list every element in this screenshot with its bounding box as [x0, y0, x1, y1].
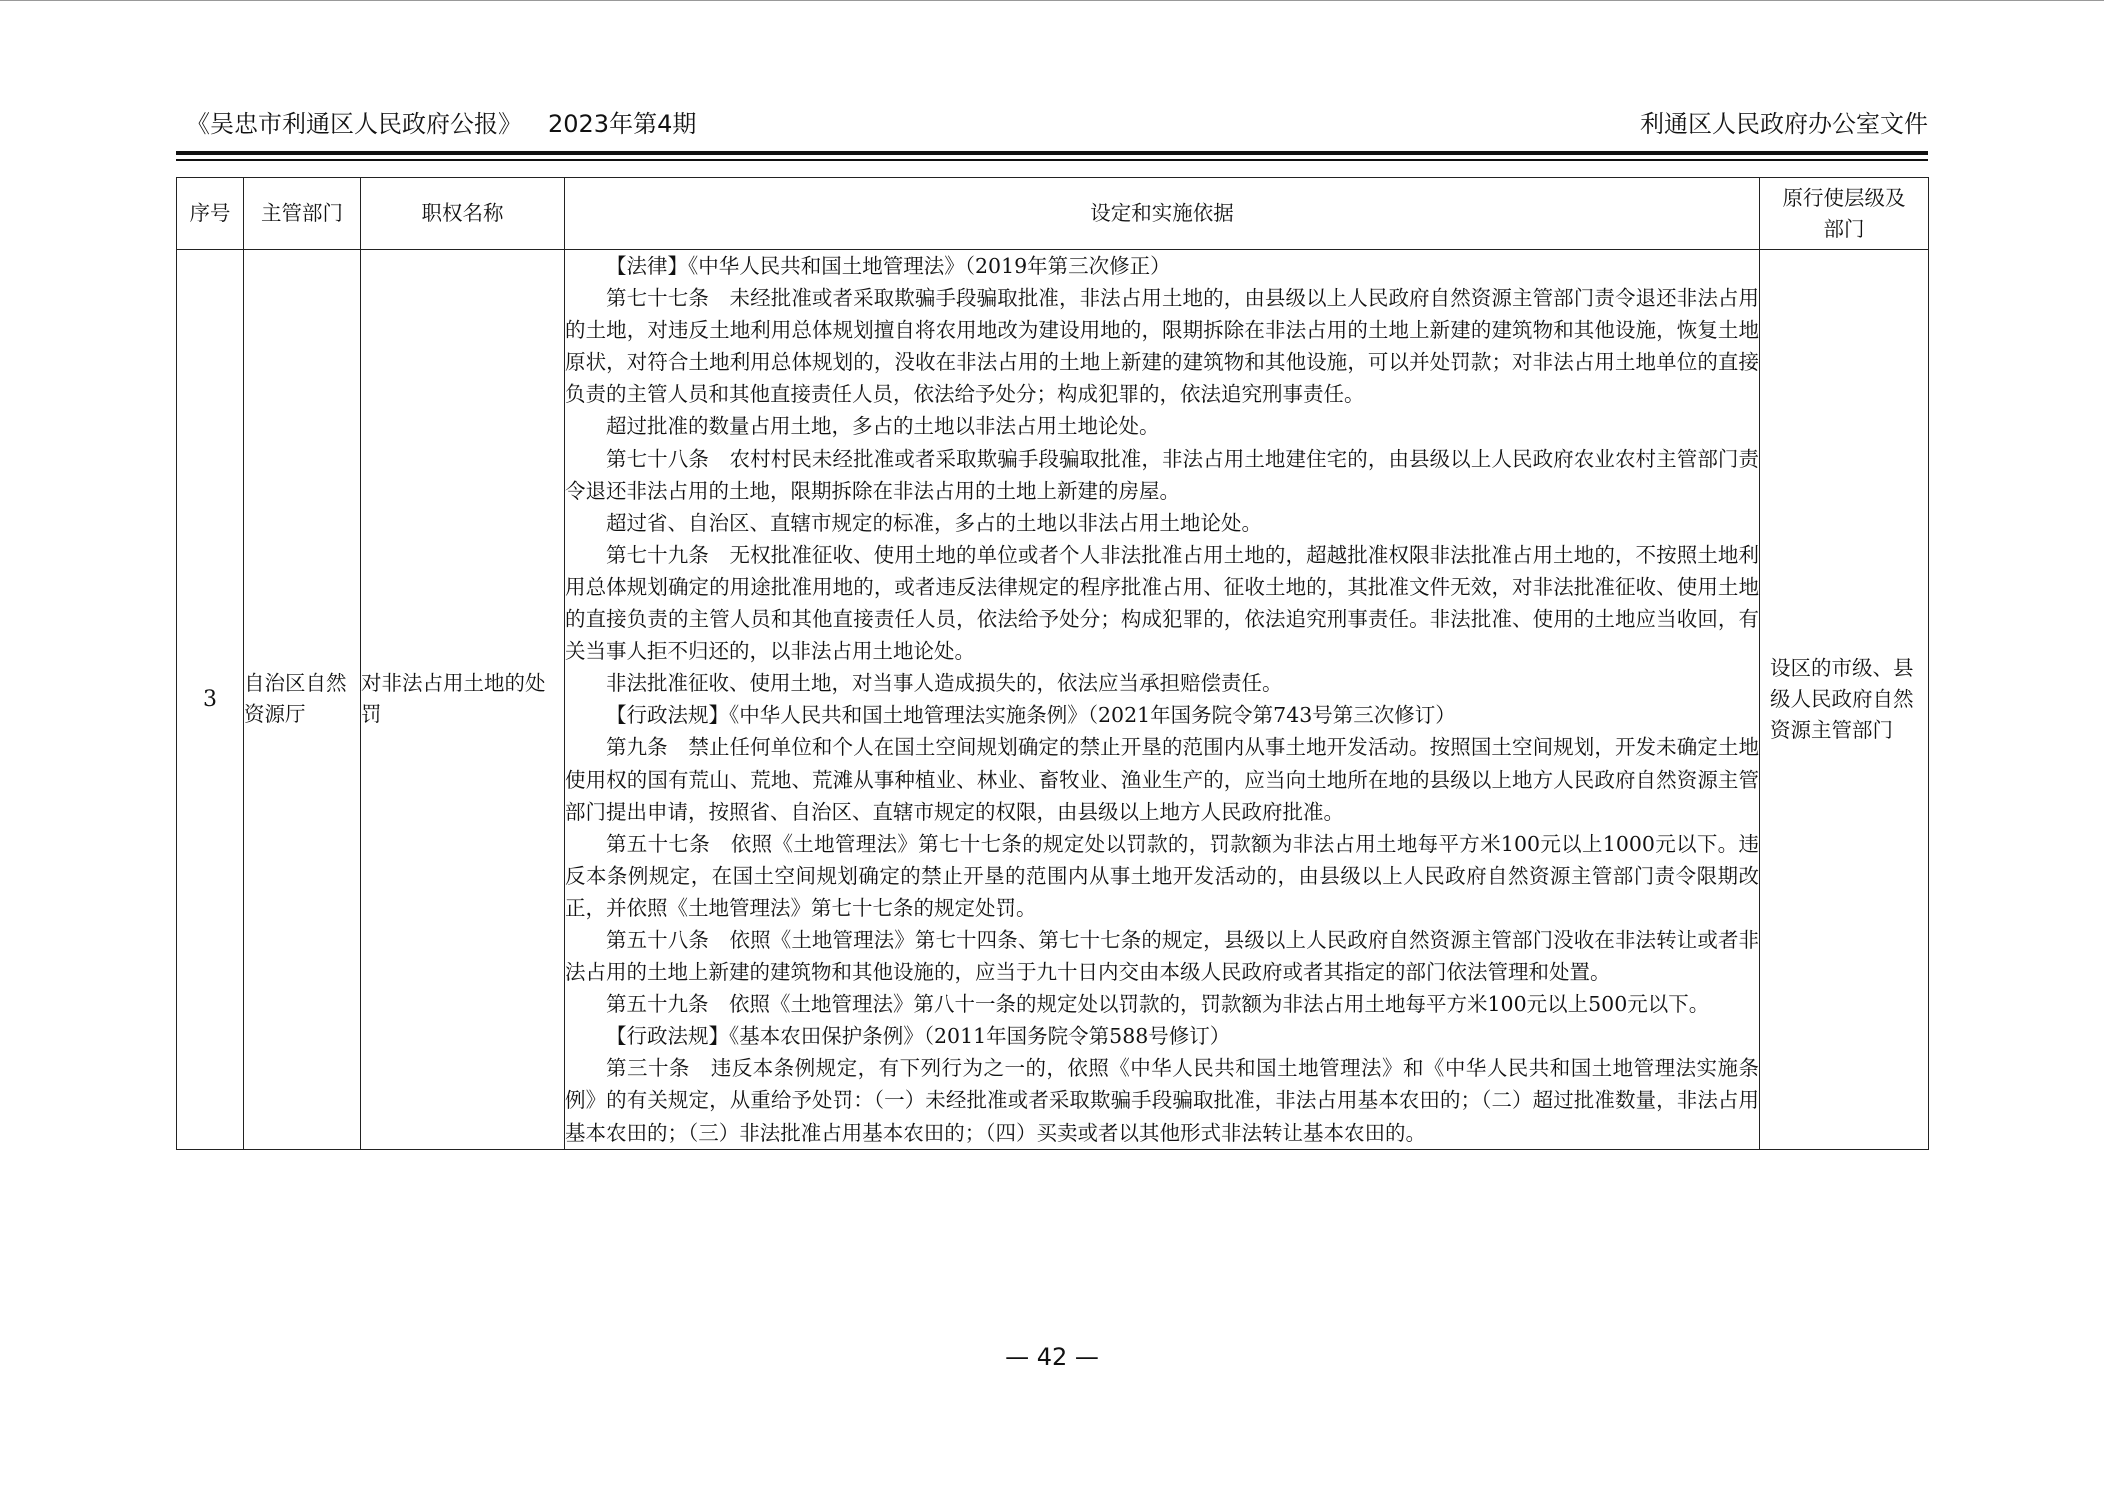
basis-reg-article-59: 第五十九条 依照《土地管理法》第八十一条的规定处以罚款的，罚款额为非法占用土地每平方米100元以上500元以下。	[606, 992, 1710, 1017]
basis-farmland-article-30: 第三十条 违反本条例规定，有下列行为之一的，依照《中华人民共和国土地管理法》和《中华人民共和国土地管理法实施条例》的有关规定，从重给予处罚：（一）未经批准或者采取欺骗手段骗取批准，非法占用基本农田的；（二）超过批准数量，非法占用基本农田的；（三）非法批准占用基本农田的；（四）买卖或者以其他形式非法转让基本农田的。	[565, 1056, 1759, 1145]
col-header-original-level: 原行使层级及部门	[1760, 178, 1929, 250]
col-header-power-name: 职权名称	[361, 178, 565, 250]
basis-article-79-p2: 非法批准征收、使用土地，对当事人造成损失的，依法应当承担赔偿责任。	[606, 671, 1283, 696]
header-rule-thick	[176, 151, 1928, 155]
cell-original-level: 设区的市级、县级人民政府自然资源主管部门	[1760, 250, 1929, 1150]
cell-basis	[565, 250, 1760, 1150]
gazette-header-right: 利通区人民政府办公室文件	[1640, 110, 1928, 138]
col-header-basis: 设定和实施依据	[565, 178, 1760, 250]
basis-article-78-p2: 超过省、自治区、直辖市规定的标准，多占的土地以非法占用土地论处。	[606, 510, 1262, 535]
basis-law-title: 【法律】《中华人民共和国土地管理法》（2019年第三次修正）	[606, 254, 1171, 278]
power-list-table	[176, 177, 1929, 1150]
basis-regulation-title: 【行政法规】《中华人民共和国土地管理法实施条例》（2021年国务院令第743号第三次修订）	[606, 703, 1456, 728]
basis-reg-article-57: 第五十七条 依照《土地管理法》第七十七条的规定处以罚款的，罚款额为非法占用土地每平方米100元以上1000元以下。违反本条例规定，在国土空间规划确定的禁止开垦的范围内从事土地开发活动的，由县级以上人民政府自然资源主管部门责令限期改正，并依照《土地管理法》第七十七条的规定处罚。	[565, 831, 1759, 920]
page-top-edge	[0, 0, 2104, 1]
basis-farmland-title: 【行政法规】《基本农田保护条例》（2011年国务院令第588号修订）	[606, 1024, 1231, 1049]
basis-article-77: 第七十七条 未经批准或者采取欺骗手段骗取批准，非法占用土地的，由县级以上人民政府自然资源主管部门责令退还非法占用的土地，对违反土地利用总体规划擅自将农用地改为建设用地的，限期拆除在非法占用的土地上新建的建筑物和其他设施，恢复土地原状，对符合土地利用总体规划的，没收在非法占用的土地上新建的建筑物和其他设施，可以并处罚款；对非法占用土地单位的直接负责的主管人员和其他直接责任人员，依法给予处分；构成犯罪的，依法追究刑事责任。	[565, 286, 1759, 407]
basis-article-77-p2: 超过批准的数量占用土地，多占的土地以非法占用土地论处。	[606, 414, 1160, 439]
cell-department: 自治区自然资源厅	[244, 250, 361, 1150]
basis-reg-article-9: 第九条 禁止任何单位和个人在国土空间规划确定的禁止开垦的范围内从事土地开发活动。按照国土空间规划，开发未确定土地使用权的国有荒山、荒地、荒滩从事种植业、林业、畜牧业、渔业生产的，应当向土地所在地的县级以上地方人民政府自然资源主管部门提出申请，按照省、自治区、直辖市规定的权限，由县级以上地方人民政府批准。	[565, 735, 1759, 824]
issue-number: 2023年第4期	[548, 110, 697, 138]
col-header-department: 主管部门	[244, 178, 361, 250]
table-header-row	[177, 178, 1929, 250]
col-header-index: 序号	[177, 178, 244, 250]
gazette-title: 《吴忠市利通区人民政府公报》	[186, 110, 522, 138]
header-rule-thin	[176, 159, 1928, 161]
cell-index: 3	[177, 250, 244, 1150]
table-row	[177, 250, 1929, 1150]
page-number: — 42 —	[1005, 1343, 1099, 1371]
basis-article-78: 第七十八条 农村村民未经批准或者采取欺骗手段骗取批准，非法占用土地建住宅的，由县级以上人民政府农业农村主管部门责令退还非法占用的土地，限期拆除在非法占用的土地上新建的房屋。	[565, 446, 1759, 503]
cell-power-name: 对非法占用土地的处罚	[361, 250, 565, 1150]
basis-reg-article-58: 第五十八条 依照《土地管理法》第七十四条、第七十七条的规定，县级以上人民政府自然资源主管部门没收在非法转让或者非法占用的土地上新建的建筑物和其他设施的，应当于九十日内交由本级人民政府或者其指定的部门依法管理和处置。	[565, 927, 1759, 985]
gazette-header-left	[186, 108, 696, 140]
basis-article-79: 第七十九条 无权批准征收、使用土地的单位或者个人非法批准占用土地的，超越批准权限非法批准占用土地的，不按照土地利用总体规划确定的用途批准用地的，或者违反法律规定的程序批准占用、征收土地的，其批准文件无效，对非法批准征收、使用土地的直接负责的主管人员和其他直接责任人员，依法给予处分；构成犯罪的，依法追究刑事责任。非法批准、使用的土地应当收回，有关当事人拒不归还的，以非法占用土地论处。	[565, 542, 1759, 664]
